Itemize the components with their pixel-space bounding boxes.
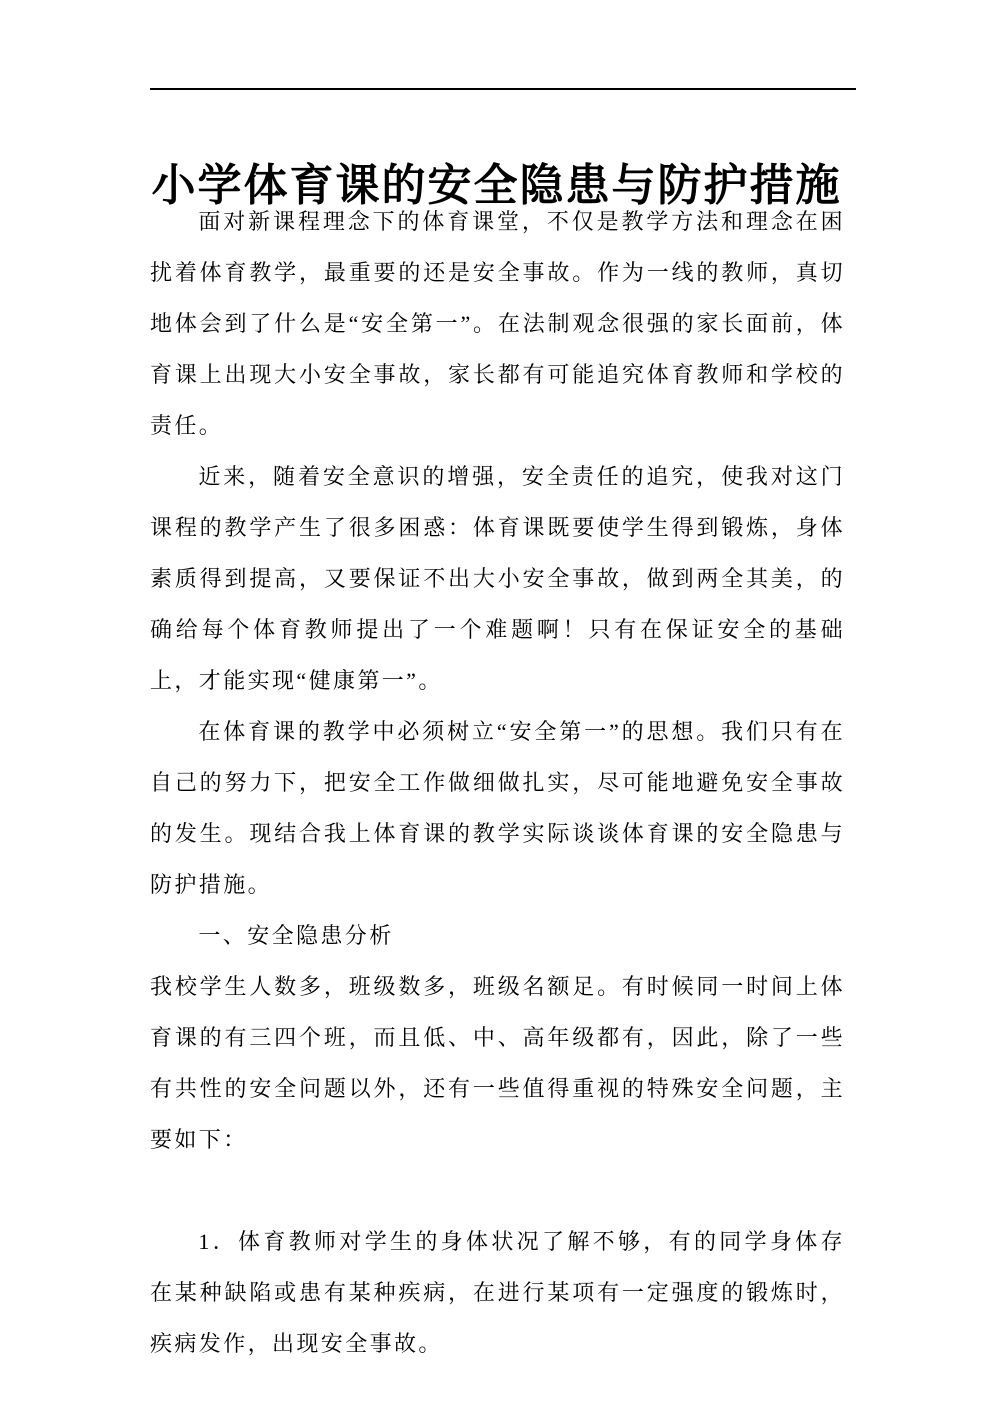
- paragraph-confusion: 近来，随着安全意识的增强，安全责任的追究，使我对这门课程的教学产生了很多困惑：体育课既要使学生得到锻炼，身体素质得到提高，又要保证不出大小安全事故，做到两全其美，的确给每个体育教师提出了一个难题啊！只有在保证安全的基础上，才能实现“健康第一”。: [150, 464, 845, 693]
- document-body: [150, 196, 845, 1369]
- paragraph-school-situation: 我校学生人数多，班级数多，班级名额足。有时候同一时间上体育课的有三四个班，而且低、中、高年级都有，因此，除了一些有共性的安全问题以外，还有一些值得重视的特殊安全问题，主要如下：: [150, 974, 845, 1152]
- paragraph-intro: 面对新课程理念下的体育课堂，不仅是教学方法和理念在困扰着体育教学，最重要的还是安全事故。作为一线的教师，真切地体会到了什么是“安全第一”。在法制观念很强的家长面前，体育课上出现大小安全事故，家长都有可能追究体育教师和学校的责任。: [150, 209, 845, 438]
- paragraph-blank-spacer: [150, 1165, 845, 1216]
- section-heading-hazard-analysis: 一、安全隐患分析: [198, 923, 394, 948]
- paragraph-item-1: 1．体育教师对学生的身体状况了解不够，有的同学身体存在某种缺陷或患有某种疾病，在进行某项有一定强度的锻炼时，疾病发作，出现安全事故。: [150, 1229, 845, 1356]
- header-rule-divider: [150, 88, 856, 90]
- page-title: 小学体育课的安全隐患与防护措施: [151, 161, 842, 211]
- paragraph-safety-first: 在体育课的教学中必须树立“安全第一”的思想。我们只有在自己的努力下，把安全工作做细做扎实，尽可能地避免安全事故的发生。现结合我上体育课的教学实际谈谈体育课的安全隐患与防护措施。: [150, 719, 845, 897]
